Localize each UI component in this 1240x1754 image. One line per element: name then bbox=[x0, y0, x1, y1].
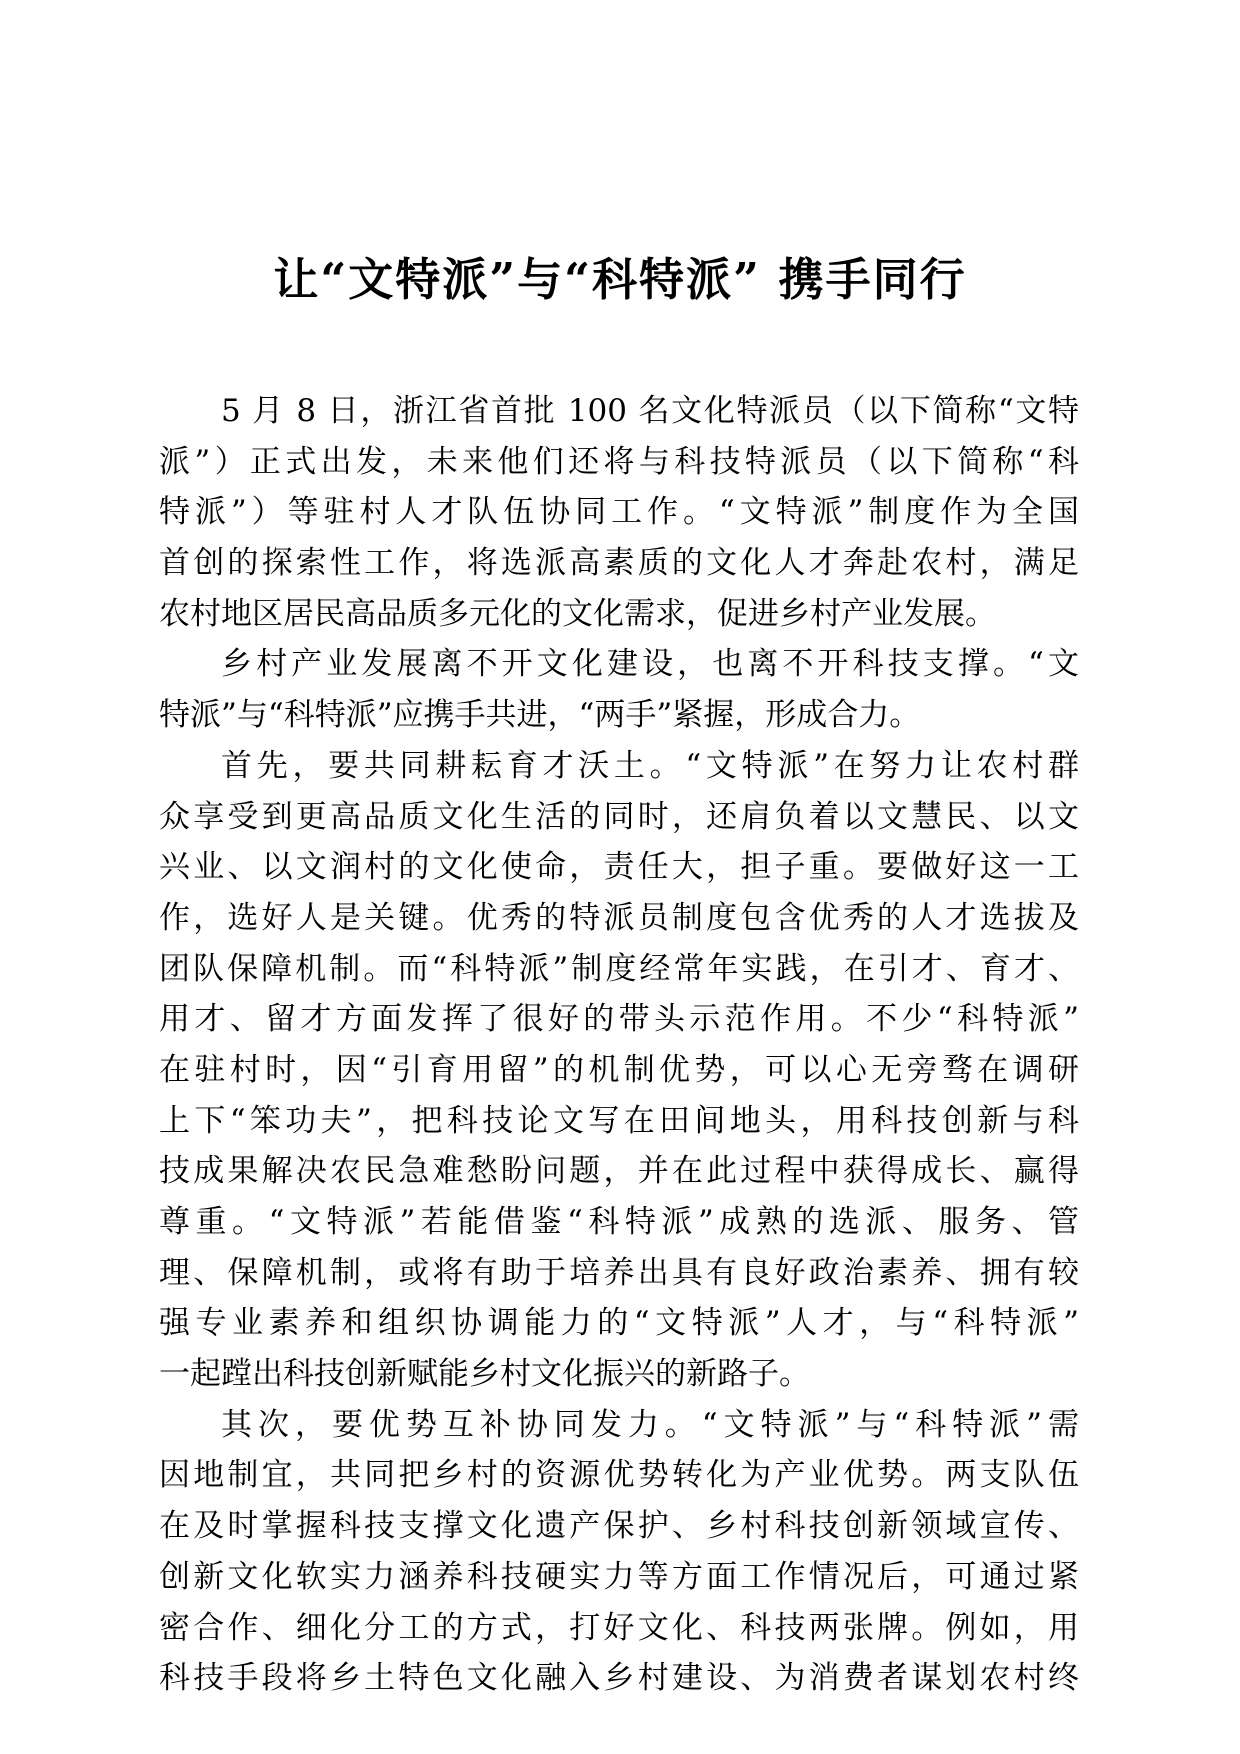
text-line: 其次，要优势互补协同发力。“文特派”与“科特派”需 bbox=[221, 1406, 1079, 1443]
text-line: 尊重。“文特派”若能借鉴“科特派”成熟的选派、服务、管 bbox=[159, 1204, 1079, 1240]
text-line: 创新文化软实力涵养科技硬实力等方面工作情况后，可通过紧 bbox=[159, 1558, 1079, 1595]
paragraph-4 bbox=[159, 1400, 1079, 1704]
text-line: 用才、留才方面发挥了很好的带头示范作用。不少“科特派” bbox=[159, 1001, 1079, 1038]
text-line: 在驻村时，因“引育用留”的机制优势，可以心无旁骛在调研 bbox=[159, 1051, 1079, 1088]
text-line: 作，选好人是关键。优秀的特派员制度包含优秀的人才选拔及 bbox=[159, 899, 1079, 936]
article-body bbox=[159, 386, 1079, 1704]
text-line: 一起蹚出科技创新赋能乡村文化振兴的新路子。 bbox=[159, 1356, 810, 1393]
text-line: 5 月 8 日，浙江省首批 100 名文化特派员（以下简称“文特 bbox=[221, 393, 1079, 429]
paragraph-2 bbox=[159, 639, 1079, 740]
text-line: 派”）正式出发，未来他们还将与科技特派员（以下简称“科 bbox=[159, 443, 1079, 480]
text-line: 乡村产业发展离不开文化建设，也离不开科技支撑。“文 bbox=[221, 646, 1079, 683]
text-line: 兴业、以文润村的文化使命，责任大，担子重。要做好这一工 bbox=[159, 849, 1079, 886]
text-line: 在及时掌握科技支撑文化遗产保护、乡村科技创新领域宣传、 bbox=[159, 1508, 1079, 1545]
text-line: 首先，要共同耕耘育才沃土。“文特派”在努力让农村群 bbox=[221, 747, 1079, 784]
text-line: 因地制宜，共同把乡村的资源优势转化为产业优势。两支队伍 bbox=[159, 1457, 1079, 1494]
text-line: 上下“笨功夫”，把科技论文写在田间地头，用科技创新与科 bbox=[159, 1102, 1079, 1139]
text-line: 理、保障机制，或将有助于培养出具有良好政治素养、拥有较 bbox=[159, 1254, 1079, 1291]
text-line: 密合作、细化分工的方式，打好文化、科技两张牌。例如，用 bbox=[159, 1609, 1079, 1646]
text-line: 强专业素养和组织协调能力的“文特派”人才，与“科特派” bbox=[159, 1305, 1079, 1342]
text-line: 特派”与“科特派”应携手共进，“两手”紧握，形成合力。 bbox=[159, 697, 921, 734]
text-line: 科技手段将乡土特色文化融入乡村建设、为消费者谋划农村终 bbox=[159, 1660, 1079, 1697]
text-line: 技成果解决农民急难愁盼问题，并在此过程中获得成长、赢得 bbox=[159, 1153, 1079, 1190]
text-line: 团队保障机制。而“科特派”制度经常年实践，在引才、育才、 bbox=[159, 950, 1079, 987]
text-line: 首创的探索性工作，将选派高素质的文化人才奔赴农村，满足 bbox=[159, 545, 1079, 582]
article-title: 让“文特派”与“科特派” 携手同行 bbox=[273, 253, 967, 306]
text-line: 农村地区居民高品质多元化的文化需求，促进乡村产业发展。 bbox=[159, 595, 996, 632]
text-line: 众享受到更高品质文化生活的同时，还肩负着以文慧民、以文 bbox=[159, 798, 1079, 835]
paragraph-1 bbox=[159, 386, 1079, 639]
paragraph-3 bbox=[159, 741, 1079, 1400]
text-line: 特派”）等驻村人才队伍协同工作。“文特派”制度作为全国 bbox=[159, 494, 1079, 531]
